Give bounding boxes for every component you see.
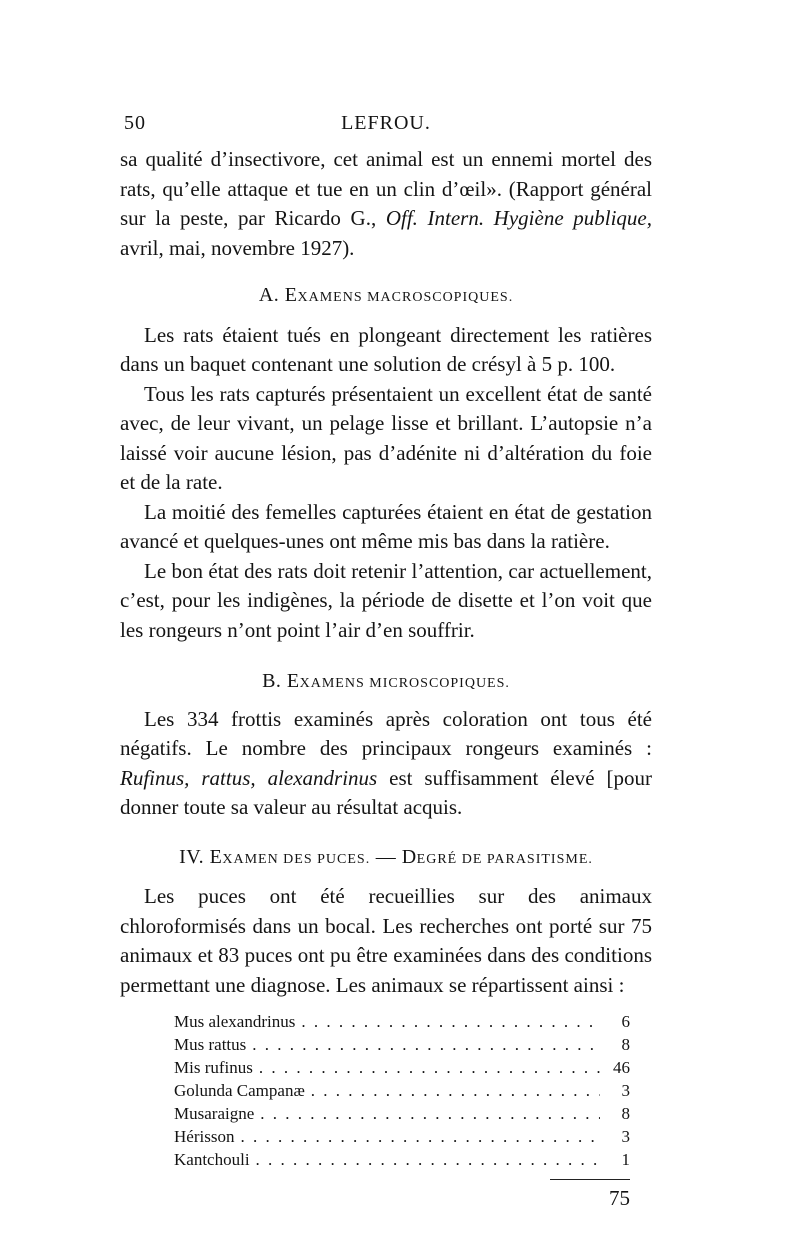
section-iv-dash: — D xyxy=(370,845,417,868)
section-iv-smallcaps-2: EGRÉ DE PARASITISME. xyxy=(416,851,593,867)
animal-count: 46 xyxy=(613,1058,630,1077)
dot-leader xyxy=(301,1010,600,1033)
section-iv-lead: IV. E xyxy=(179,845,223,868)
animal-name: Kantchouli xyxy=(174,1150,250,1169)
section-b-smallcaps: XAMENS MICROSCOPIQUES. xyxy=(299,676,510,691)
animal-name: Hérisson xyxy=(174,1127,235,1146)
section-a-heading xyxy=(120,281,652,313)
dot-leader xyxy=(311,1079,600,1102)
section-a-paragraph-1: Les rats étaient tués en plongeant directement les ratières dans un baquet contenant une solution de crésyl à 5 p. 100. xyxy=(120,322,652,376)
animal-count: 8 xyxy=(621,1104,630,1123)
table-row xyxy=(174,1033,630,1056)
animal-name: Musaraigne xyxy=(174,1104,255,1123)
animal-count: 3 xyxy=(621,1127,630,1146)
animal-count: 1 xyxy=(621,1150,630,1169)
animal-count: 3 xyxy=(621,1081,630,1100)
table-row xyxy=(174,1148,630,1171)
animal-count-table xyxy=(174,1010,630,1171)
table-row xyxy=(174,1125,630,1148)
species-alexandrinus: alexandrinus xyxy=(267,765,378,790)
intro-text-end: avril, mai, novembre 1927). xyxy=(120,235,355,260)
intro-paragraph xyxy=(120,145,652,263)
section-b-paragraph xyxy=(120,705,652,823)
species-rufinus: Rufinus xyxy=(120,765,185,790)
section-a-paragraph-4: Le bon état des rats doit retenir l’attention, car actuellement, c’est, pour les indigènes, la période de disette et l’on voit que les rongeurs n’ont point l’air d’en souffrir. xyxy=(120,558,652,642)
table-row xyxy=(174,1079,630,1102)
section-iv-heading xyxy=(120,843,652,875)
page-number: 50 xyxy=(124,112,146,134)
animal-name: Mis rufinus xyxy=(174,1058,253,1077)
dot-leader xyxy=(240,1125,600,1148)
journal-citation: Off. Intern. Hygiène publique, xyxy=(385,206,652,230)
table-row xyxy=(174,1102,630,1125)
section-iv-smallcaps-1: XAMEN DES PUCES. xyxy=(222,851,371,867)
dot-leader xyxy=(256,1148,600,1171)
section-b-text: Les 334 frottis examinés après coloration ont tous été négatifs. Le nombre des principaux rongeurs examinés : xyxy=(120,706,652,760)
animal-name: Mus alexandrinus xyxy=(174,1012,296,1031)
section-a-paragraph-3: La moitié des femelles capturées étaient en état de gestation avancé et quelques-unes ont même mis bas dans la ratière. xyxy=(120,499,652,553)
species-separator-1: , xyxy=(184,765,202,790)
table-total: 75 xyxy=(609,1186,630,1210)
animal-name: Mus rattus xyxy=(174,1035,247,1054)
running-head: LEFROU. xyxy=(341,112,431,134)
section-b-text-end: est suffisamment élevé [pour donner toute sa valeur au résultat acquis. xyxy=(120,765,653,819)
book-page xyxy=(120,0,652,1245)
section-a-lead: A. E xyxy=(258,284,298,306)
animal-name: Golunda Campanæ xyxy=(174,1081,305,1100)
table-row xyxy=(174,1010,630,1033)
section-iv-paragraph: Les puces ont été recueillies sur des animaux chloroformisés dans un bocal. Les recherches ont porté sur 75 animaux et 83 puces ont pu être examinées dans des conditions permettant une diagnose. Les animaux se répartissent ainsi : xyxy=(120,884,652,997)
page-header xyxy=(120,112,652,138)
dot-leader xyxy=(252,1033,600,1056)
species-separator-2: , xyxy=(250,765,268,790)
intro-text: sa qualité d’insectivore, cet animal est un ennemi mortel des rats, qu’elle attaque et tue en un clin d’œil». (Rapport général sur la peste, par Ricardo G., xyxy=(120,147,652,230)
animal-count: 8 xyxy=(621,1035,630,1054)
section-a-paragraph-2: Tous les rats capturés présentaient un excellent état de santé avec, de leur vivant, un pelage lisse et brillant. L’autopsie n’a laissé voir aucune lésion, pas d’adénite ni d’altération du foie et de la rate. xyxy=(120,381,652,494)
dot-leader xyxy=(259,1056,600,1079)
dot-leader xyxy=(260,1102,600,1125)
animal-count: 6 xyxy=(621,1012,630,1031)
total-rule xyxy=(550,1179,630,1214)
section-b-lead: B. E xyxy=(262,670,300,692)
body-text xyxy=(120,145,652,1214)
section-a-smallcaps: XAMENS MACROSCOPIQUES. xyxy=(297,290,514,305)
section-b-heading xyxy=(120,667,652,699)
species-rattus: rattus xyxy=(201,765,251,790)
table-row xyxy=(174,1056,630,1079)
